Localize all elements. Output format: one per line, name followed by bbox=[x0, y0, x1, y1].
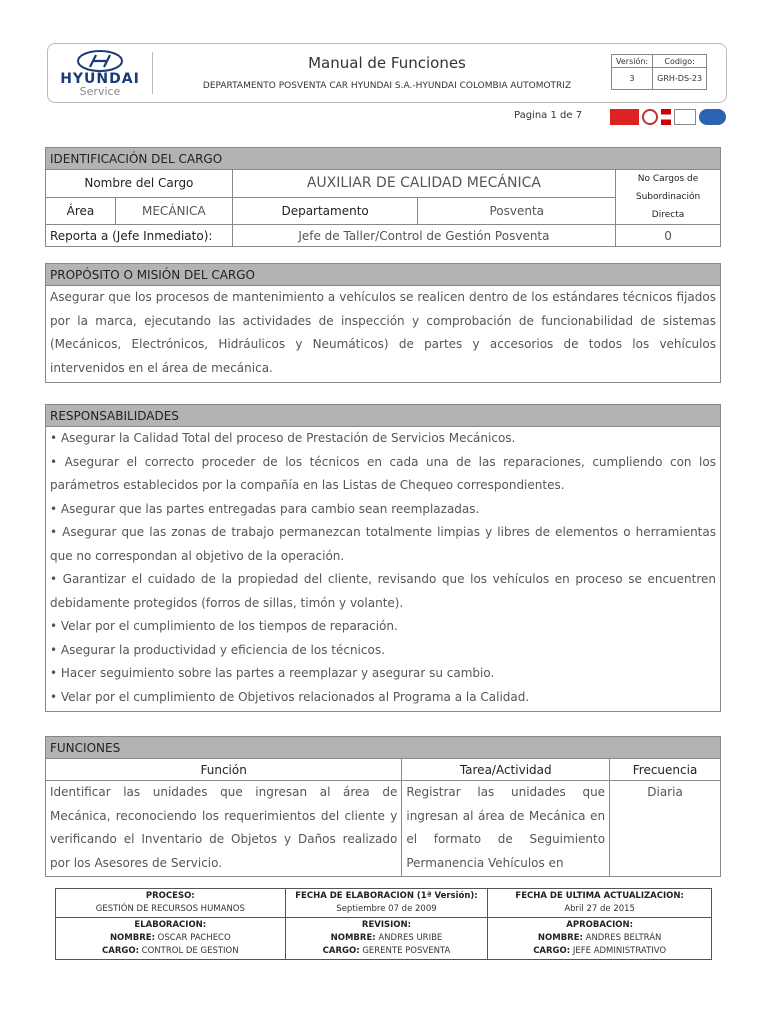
service-label: Service bbox=[79, 85, 121, 98]
subordinacion-label: No Cargos de Subordinación Directa bbox=[616, 170, 721, 225]
version-value: 3 bbox=[612, 68, 653, 90]
cargo-label: CARGO: bbox=[322, 946, 360, 956]
section-heading: RESPONSABILIDADES bbox=[46, 405, 721, 427]
list-item: • Asegurar la productividad y eficiencia de los técnicos. bbox=[50, 642, 385, 657]
list-item: • Garantizar el cuidado de la propiedad del cliente, revisando que los vehículos en proceso se encuentren debidamente protegidos (forros de sillas, timón y volante). bbox=[50, 572, 716, 610]
list-item: • Asegurar que las partes entregadas para cambio sean reemplazadas. bbox=[50, 501, 480, 516]
column-header-frecuencia: Frecuencia bbox=[610, 759, 721, 781]
fecha-actualizacion-label: FECHA DE ULTIMA ACTUALIZACION: bbox=[515, 891, 684, 901]
nombre-label: NOMBRE: bbox=[537, 933, 583, 943]
hyundai-emblem-icon bbox=[76, 50, 124, 72]
flag-icon bbox=[661, 109, 671, 125]
reporta-label: Reporta a (Jefe Inmediato): bbox=[46, 225, 233, 247]
fecha-actualizacion-value: Abril 27 de 2015 bbox=[564, 904, 635, 914]
aprobacion-nombre: ANDRES BELTRÁN bbox=[585, 933, 662, 943]
nombre-value: AUXILIAR DE CALIDAD MECÁNICA bbox=[232, 170, 615, 198]
elaboracion-cargo: CONTROL DE GESTION bbox=[141, 946, 239, 956]
seal-icon bbox=[642, 109, 658, 125]
hyundai-service-logo bbox=[54, 50, 146, 102]
list-item: • Asegurar la Calidad Total del proceso de Prestación de Servicios Mecánicos. bbox=[50, 431, 516, 445]
andi-logo-icon bbox=[699, 109, 726, 125]
proposito-table bbox=[45, 263, 721, 383]
version-label: Versión: bbox=[612, 55, 653, 68]
area-label: Área bbox=[46, 197, 116, 225]
identificacion-table bbox=[45, 147, 721, 247]
list-item: • Asegurar el correcto proceder de los técnicos en cada una de las reparaciones, cumpliendo con los parámetros establecidos por la compañía en las Listas de Chequeo correspondientes. bbox=[50, 454, 716, 492]
list-item: • Hacer seguimiento sobre las partes a reemplazar y asegurar su cambio. bbox=[50, 666, 495, 680]
list-item: • Velar por el cumplimiento de los tiempos de reparación. bbox=[50, 619, 398, 633]
version-table bbox=[611, 54, 707, 90]
proceso-label: PROCESO: bbox=[145, 891, 195, 901]
elaboracion-label: ELABORACION: bbox=[134, 920, 207, 930]
logo-divider bbox=[152, 52, 153, 94]
area-value: MECÁNICA bbox=[115, 197, 232, 225]
nombre-label: NOMBRE: bbox=[109, 933, 155, 943]
list-item: • Asegurar que las zonas de trabajo permanezcan totalmente limpias y libres de elementos o herramientas que no correspondan al objetivo de la operación. bbox=[50, 525, 716, 563]
fecha-elaboracion-label: FECHA DE ELABORACION (1ª Versión): bbox=[295, 891, 478, 901]
cargo-label: CARGO: bbox=[102, 946, 139, 956]
aprobacion-label: APROBACION: bbox=[566, 920, 634, 930]
revision-cargo: GERENTE POSVENTA bbox=[362, 946, 451, 956]
elaboracion-nombre: OSCAR PACHECO bbox=[157, 933, 231, 943]
section-heading: IDENTIFICACIÓN DEL CARGO bbox=[46, 148, 721, 170]
code-value: GRH-DS-23 bbox=[653, 68, 707, 90]
nombre-label: NOMBRE: bbox=[330, 933, 376, 943]
cargo-label: CARGO: bbox=[533, 946, 571, 956]
certification-badge-icon bbox=[610, 109, 639, 125]
responsabilidades-table bbox=[45, 404, 721, 712]
section-heading: FUNCIONES bbox=[46, 737, 721, 759]
code-label: Codigo: bbox=[653, 55, 707, 68]
responsabilidades-list bbox=[46, 427, 721, 712]
column-header-funcion: Función bbox=[46, 759, 402, 781]
aprobacion-cargo: JEFE ADMINISTRATIVO bbox=[572, 946, 667, 956]
certification-logos bbox=[610, 107, 726, 127]
revision-nombre: ANDRES URIBE bbox=[378, 933, 443, 943]
brand-name: HYUNDAI bbox=[60, 71, 140, 87]
reporta-value: Jefe de Taller/Control de Gestión Posventa bbox=[232, 225, 615, 247]
fecha-elaboracion-value: Septiembre 07 de 2009 bbox=[336, 904, 437, 914]
tarea-cell: Registrar las unidades que ingresan al área de Mecánica en el formato de Seguimiento Permanencia Vehículos en bbox=[402, 781, 610, 877]
departamento-label: Departamento bbox=[232, 197, 418, 225]
association-logo-icon bbox=[674, 109, 696, 125]
funciones-table bbox=[45, 736, 721, 877]
footer-table bbox=[55, 888, 712, 960]
nombre-label: Nombre del Cargo bbox=[46, 170, 233, 198]
section-heading: PROPÓSITO O MISIÓN DEL CARGO bbox=[46, 264, 721, 286]
revision-label: REVISION: bbox=[361, 920, 412, 930]
proposito-text: Asegurar que los procesos de mantenimiento a vehículos se realicen dentro de los estándares técnicos fijados por la marca, ejecutando las actividades de inspección y comprobación de funcionabilidad de sistemas (Mecánicos, Electrónicos, Hidráulicos y Neumáticos) de partes y accesorios de todos los vehículos intervenidos en el área de mecánica. bbox=[46, 286, 721, 383]
document-title: Manual de Funciones bbox=[308, 54, 466, 72]
proceso-value: GESTIÓN DE RECURSOS HUMANOS bbox=[95, 904, 245, 914]
column-header-tarea: Tarea/Actividad bbox=[402, 759, 610, 781]
list-item: • Velar por el cumplimiento de Objetivos relacionados al Programa a la Calidad. bbox=[50, 689, 530, 704]
document-subtitle: DEPARTAMENTO POSVENTA CAR HYUNDAI S.A.-HYUNDAI COLOMBIA AUTOMOTRIZ bbox=[202, 81, 572, 91]
subordinacion-value: 0 bbox=[616, 225, 721, 247]
page-number: Pagina 1 de 7 bbox=[514, 110, 583, 121]
frecuencia-cell: Diaria bbox=[610, 781, 721, 877]
funcion-cell: Identificar las unidades que ingresan al área de Mecánica, reconociendo los requerimientos del cliente y verificando el Inventario de Objetos y Daños realizado por los Asesores de Servicio. bbox=[46, 781, 402, 877]
departamento-value: Posventa bbox=[418, 197, 616, 225]
document-header bbox=[47, 43, 727, 103]
